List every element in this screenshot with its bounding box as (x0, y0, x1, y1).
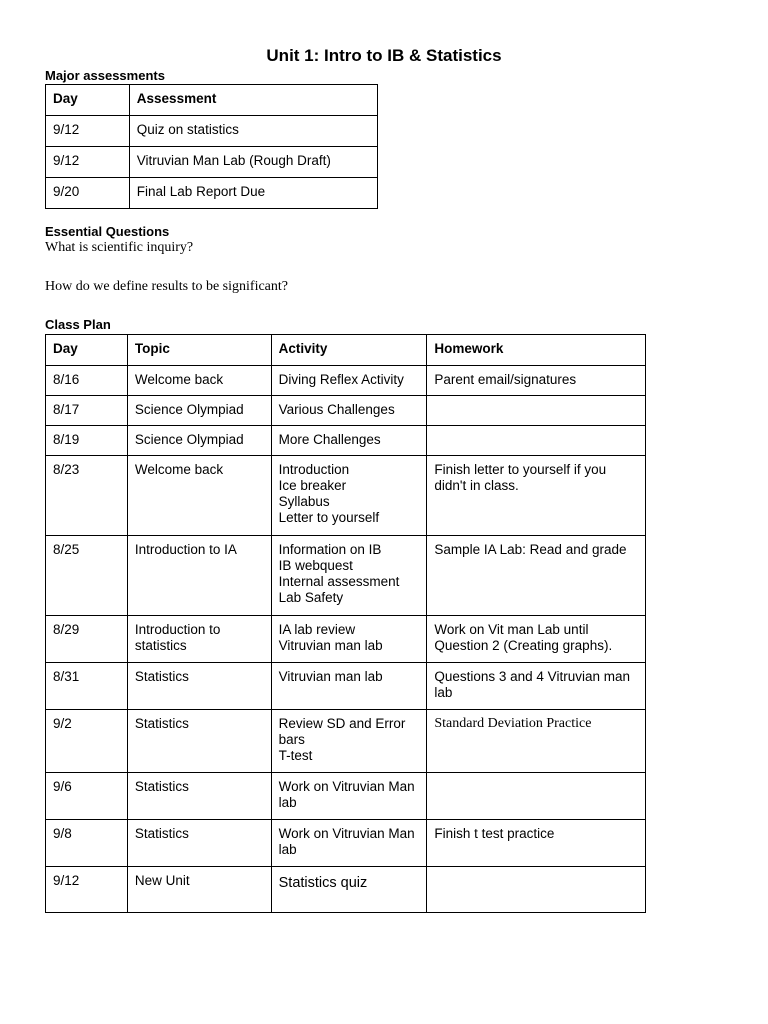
cell-topic: Statistics (127, 710, 271, 773)
major-assessments-table (45, 84, 378, 209)
cell-day: 9/6 (46, 773, 128, 820)
table-row (46, 396, 646, 426)
table-row (46, 820, 646, 867)
cell-day: 8/16 (46, 366, 128, 396)
table-row (46, 663, 646, 710)
table-row (46, 616, 646, 663)
cell-activity (271, 663, 427, 710)
cell-topic: New Unit (127, 867, 271, 913)
header-activity: Activity (271, 335, 427, 366)
page-title: Unit 1: Intro to IB & Statistics (266, 46, 502, 65)
cell-activity (271, 773, 427, 820)
activity-line: More Challenges (278, 432, 381, 447)
cell-activity (271, 396, 427, 426)
activity-line: Vitruvian man lab (278, 638, 383, 653)
cell-homework (427, 867, 646, 913)
cell-homework: Parent email/signatures (427, 366, 646, 396)
cell-activity (271, 456, 427, 536)
cell-topic: Science Olympiad (127, 396, 271, 426)
cell-homework: Work on Vit man Lab until Question 2 (Creating graphs). (427, 616, 646, 663)
header-topic: Topic (127, 335, 271, 366)
cell-homework: Sample IA Lab: Read and grade (427, 536, 646, 616)
cell-day: 8/17 (46, 396, 128, 426)
table-header-row (46, 335, 646, 366)
major-assessments-label: Major assessments (45, 68, 165, 83)
table-row (46, 116, 378, 147)
cell-activity (271, 867, 427, 913)
activity-line: Lab Safety (278, 590, 344, 605)
table-header-row (46, 85, 378, 116)
activity-line: IA lab review (278, 622, 356, 637)
activity-line: Vitruvian man lab (278, 669, 383, 684)
table-row (46, 366, 646, 396)
cell-day: 9/20 (46, 178, 130, 209)
cell-assessment: Vitruvian Man Lab (Rough Draft) (129, 147, 377, 178)
table-row (46, 456, 646, 536)
class-plan-table (45, 334, 646, 913)
essential-question-2: How do we define results to be significant? (45, 279, 288, 294)
cell-activity (271, 426, 427, 456)
cell-activity (271, 820, 427, 867)
activity-line: Diving Reflex Activity (278, 372, 404, 387)
table-row (46, 536, 646, 616)
cell-activity (271, 536, 427, 616)
cell-topic: Introduction to statistics (127, 616, 271, 663)
cell-topic: Welcome back (127, 366, 271, 396)
cell-homework: Finish letter to yourself if you didn't in class. (427, 456, 646, 536)
activity-line: Information on IB (278, 542, 382, 557)
cell-topic: Introduction to IA (127, 536, 271, 616)
activity-line: T-test (278, 748, 313, 763)
essential-question-1: What is scientific inquiry? (45, 240, 194, 255)
cell-activity (271, 710, 427, 773)
cell-assessment: Quiz on statistics (129, 116, 377, 147)
cell-topic: Statistics (127, 663, 271, 710)
cell-homework: Standard Deviation Practice (427, 710, 646, 773)
cell-homework (427, 426, 646, 456)
table-row (46, 426, 646, 456)
cell-day: 9/12 (46, 147, 130, 178)
activity-line: Various Challenges (278, 402, 395, 417)
table-row (46, 710, 646, 773)
activity-line: Ice breaker (278, 478, 347, 493)
cell-day: 8/23 (46, 456, 128, 536)
cell-day: 9/12 (46, 867, 128, 913)
cell-day: 9/8 (46, 820, 128, 867)
cell-day: 8/25 (46, 536, 128, 616)
cell-activity (271, 616, 427, 663)
cell-topic: Science Olympiad (127, 426, 271, 456)
cell-assessment: Final Lab Report Due (129, 178, 377, 209)
activity-line: Review SD and Error bars (278, 716, 406, 747)
essential-questions-label: Essential Questions (45, 224, 170, 239)
activity-line: Internal assessment (278, 574, 400, 589)
activity-line: Work on Vitruvian Man lab (278, 779, 415, 810)
activity-line: Introduction (278, 462, 350, 477)
table-row (46, 178, 378, 209)
cell-day: 9/12 (46, 116, 130, 147)
activity-line: IB webquest (278, 558, 353, 573)
cell-homework (427, 773, 646, 820)
activity-line: Statistics quiz (278, 875, 368, 891)
activity-line: Letter to yourself (278, 510, 380, 525)
header-day: Day (46, 335, 128, 366)
activity-line: Syllabus (278, 494, 330, 509)
header-homework: Homework (427, 335, 646, 366)
cell-topic: Welcome back (127, 456, 271, 536)
cell-homework: Questions 3 and 4 Vitruvian man lab (427, 663, 646, 710)
header-assessment: Assessment (129, 85, 377, 116)
table-row (46, 147, 378, 178)
class-plan-label: Class Plan (45, 317, 111, 332)
activity-line: Work on Vitruvian Man lab (278, 826, 415, 857)
cell-homework: Finish t test practice (427, 820, 646, 867)
cell-day: 9/2 (46, 710, 128, 773)
cell-activity (271, 366, 427, 396)
table-row (46, 773, 646, 820)
cell-topic: Statistics (127, 773, 271, 820)
cell-homework (427, 396, 646, 426)
header-day: Day (46, 85, 130, 116)
cell-day: 8/29 (46, 616, 128, 663)
table-row (46, 867, 646, 913)
cell-day: 8/19 (46, 426, 128, 456)
cell-topic: Statistics (127, 820, 271, 867)
cell-day: 8/31 (46, 663, 128, 710)
